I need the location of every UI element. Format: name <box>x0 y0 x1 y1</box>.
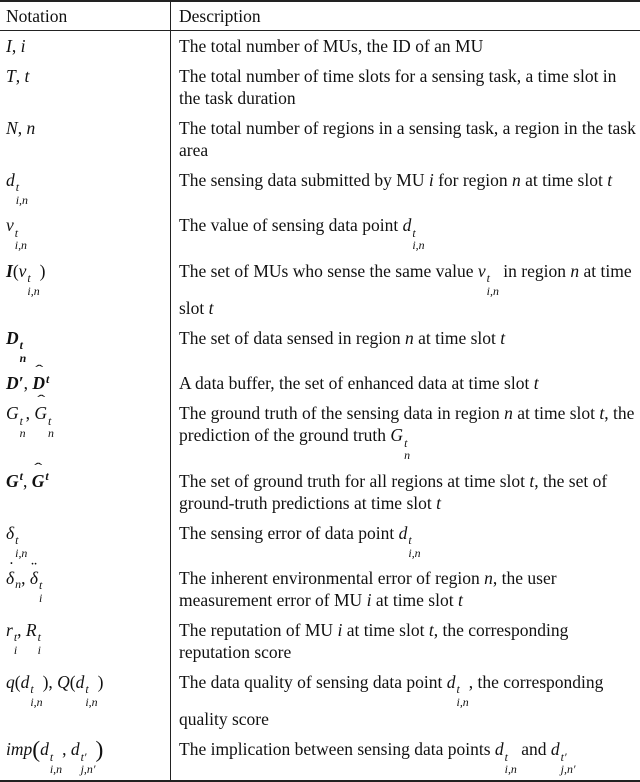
table-row <box>0 466 640 518</box>
text-segment: at time slot <box>179 261 632 318</box>
math-scripts <box>39 579 42 604</box>
text-segment: The total number of time slots for a sensing task, a time slot in the task duration <box>179 66 616 108</box>
math-base: n <box>512 169 521 191</box>
text-segment: The sensing data submitted by MU <box>179 170 429 190</box>
text-segment: , <box>23 471 32 491</box>
math-symbol <box>6 620 17 640</box>
math-base: i <box>21 35 26 57</box>
math-symbol <box>337 620 342 640</box>
math-superscript: t <box>45 470 48 483</box>
math-symbol <box>98 672 104 692</box>
notation-cell <box>0 113 171 165</box>
math-base: d <box>6 169 15 191</box>
math-symbol <box>500 328 505 348</box>
table-row <box>0 61 640 113</box>
math-symbol <box>6 66 16 86</box>
math-base: v <box>6 214 14 236</box>
text-segment: , <box>21 568 30 588</box>
math-superscript: t′ <box>561 751 576 764</box>
text-segment: The total number of regions in a sensing task, a region in the task area <box>179 118 636 160</box>
math-symbol <box>6 672 15 692</box>
math-base: r <box>6 619 13 641</box>
math-symbol <box>32 471 49 491</box>
math-symbol <box>6 170 28 190</box>
text-segment: , <box>48 672 57 692</box>
math-base: t <box>429 619 434 641</box>
table-row <box>0 210 640 255</box>
text-segment: The sensing error of data point <box>179 523 399 543</box>
description-cell <box>171 734 640 780</box>
text-segment: The inherent environmental error of region <box>179 568 484 588</box>
math-subscript: n <box>404 449 410 462</box>
math-scripts <box>15 534 27 559</box>
math-base: δ <box>6 522 14 544</box>
math-base: q <box>6 671 15 693</box>
math-subscript: n <box>15 578 21 591</box>
text-segment: at time slot <box>342 620 429 640</box>
math-base: D′ <box>6 372 24 394</box>
math-subscript: i,n <box>408 547 420 560</box>
description-cell <box>171 113 640 165</box>
table-row <box>0 667 640 734</box>
math-symbol <box>21 36 26 56</box>
text-segment: , <box>16 66 25 86</box>
table-row <box>0 734 640 780</box>
math-base: t <box>24 65 29 87</box>
math-superscript: t <box>487 272 499 285</box>
table-body <box>0 31 640 781</box>
math-scripts <box>16 181 28 206</box>
math-base: t <box>500 327 505 349</box>
math-scripts <box>412 227 424 252</box>
table-row <box>0 615 640 667</box>
text-segment: , the corresponding reputation score <box>179 620 568 662</box>
text-segment: , <box>12 36 21 56</box>
math-superscript: t <box>16 181 28 194</box>
math-scripts <box>505 751 517 776</box>
math-scripts <box>46 373 49 386</box>
math-scripts <box>15 227 27 252</box>
math-superscript: t <box>20 470 23 483</box>
math-base: T <box>6 65 16 87</box>
notation-cell <box>0 667 171 734</box>
math-base: d <box>495 738 504 760</box>
math-symbol <box>405 328 414 348</box>
math-symbol <box>32 739 40 759</box>
math-symbol <box>403 215 425 235</box>
description-cell <box>171 518 640 563</box>
math-base: v <box>478 260 486 282</box>
math-symbol <box>76 672 98 692</box>
text-segment: , the user measurement error of MU <box>179 568 557 610</box>
math-base: t <box>458 589 463 611</box>
math-base: G <box>6 470 19 492</box>
description-cell <box>171 615 640 667</box>
math-base: d <box>399 522 408 544</box>
description-cell <box>171 323 640 368</box>
math-base: ) <box>95 739 103 761</box>
math-symbol <box>6 739 32 759</box>
math-subscript: i,n <box>50 763 62 776</box>
math-scripts <box>457 683 469 708</box>
description-cell <box>171 165 640 210</box>
math-base: ( <box>13 260 19 282</box>
math-base: ( <box>70 671 76 693</box>
math-symbol <box>34 403 54 423</box>
math-scripts <box>404 437 410 462</box>
math-base: i <box>337 619 342 641</box>
math-superscript: t <box>14 631 17 644</box>
math-base: d <box>21 671 30 693</box>
table-row <box>0 398 640 465</box>
notation-cell <box>0 31 171 62</box>
math-scripts <box>14 631 17 656</box>
math-scripts <box>408 534 420 559</box>
math-base: t <box>599 402 604 424</box>
math-base: ) <box>98 671 104 693</box>
math-symbol <box>429 620 434 640</box>
notation-cell <box>0 61 171 113</box>
math-subscript: i,n <box>85 696 97 709</box>
text-segment: The set of data sensed in region <box>179 328 405 348</box>
math-symbol <box>6 568 21 588</box>
text-segment: , <box>17 620 26 640</box>
text-segment: at time slot <box>513 403 600 423</box>
notation-cell <box>0 563 171 615</box>
text-segment: A data buffer, the set of enhanced data at time slot <box>179 373 534 393</box>
math-symbol <box>6 471 23 491</box>
table-row <box>0 31 640 62</box>
math-superscript: t <box>85 683 97 696</box>
description-cell <box>171 31 640 62</box>
description-cell <box>171 398 640 465</box>
math-scripts <box>20 339 27 364</box>
notation-cell <box>0 210 171 255</box>
math-subscript: i,n <box>505 763 517 776</box>
math-base: d <box>76 671 85 693</box>
math-base: t <box>209 297 214 319</box>
math-superscript: t <box>20 339 27 352</box>
math-scripts <box>20 470 23 483</box>
math-base: v <box>19 260 27 282</box>
math-base: ) <box>43 671 49 693</box>
notation-cell <box>0 615 171 667</box>
math-scripts <box>487 272 499 297</box>
math-base: I <box>6 35 12 57</box>
math-symbol <box>599 403 604 423</box>
description-cell <box>171 210 640 255</box>
math-superscript: t <box>15 534 27 547</box>
math-scripts <box>15 578 21 591</box>
text-segment: in region <box>499 261 570 281</box>
text-segment: The value of sensing data point <box>179 215 403 235</box>
math-symbol <box>6 523 27 543</box>
math-symbol <box>429 170 434 190</box>
notation-cell <box>0 368 171 398</box>
math-subscript: j,n′ <box>81 763 96 776</box>
math-symbol <box>6 36 12 56</box>
math-symbol <box>6 328 26 348</box>
math-scripts <box>45 470 48 483</box>
math-symbol <box>484 568 493 588</box>
math-symbol <box>367 590 372 610</box>
notation-cell <box>0 165 171 210</box>
math-scripts <box>81 751 96 776</box>
math-subscript: n <box>48 427 54 440</box>
math-subscript: i,n <box>487 285 499 298</box>
math-base: n <box>484 567 493 589</box>
math-symbol <box>21 672 43 692</box>
notation-cell <box>0 734 171 780</box>
math-symbol <box>95 739 103 759</box>
math-base: d <box>551 738 560 760</box>
text-segment: The set of MUs who sense the same value <box>179 261 478 281</box>
math-base: i <box>429 169 434 191</box>
math-superscript: t <box>15 227 27 240</box>
math-symbol <box>495 739 517 759</box>
math-base: d <box>71 738 80 760</box>
math-subscript: i <box>38 644 41 657</box>
math-symbol <box>458 590 463 610</box>
math-symbol <box>6 215 27 235</box>
header-notation: Notation <box>0 1 171 31</box>
math-base: ( <box>15 671 21 693</box>
math-symbol <box>19 261 40 281</box>
description-cell <box>171 667 640 734</box>
math-superscript: t <box>50 751 62 764</box>
math-superscript: t′ <box>81 751 96 764</box>
text-segment: and <box>517 739 551 759</box>
notation-cell <box>0 323 171 368</box>
math-symbol <box>551 739 576 759</box>
notation-cell <box>0 256 171 323</box>
math-superscript: t <box>412 227 424 240</box>
math-symbol <box>209 298 214 318</box>
description-cell <box>171 466 640 518</box>
math-base: n <box>26 117 35 139</box>
math-base: n <box>405 327 414 349</box>
math-superscript: t <box>46 373 49 386</box>
math-symbol <box>399 523 421 543</box>
math-symbol <box>26 118 35 138</box>
math-base: G ˆ <box>32 470 45 492</box>
table-header-row <box>0 1 640 31</box>
math-superscript: t <box>20 415 26 428</box>
text-segment: , <box>24 373 33 393</box>
math-symbol <box>478 261 499 281</box>
notation-cell <box>0 398 171 465</box>
math-base: N <box>6 117 18 139</box>
text-segment: The total number of MUs, the ID of an MU <box>179 36 483 56</box>
math-base: ) <box>40 260 46 282</box>
math-base: i <box>367 589 372 611</box>
math-base: t <box>607 169 612 191</box>
text-segment: , <box>62 739 71 759</box>
math-superscript: t <box>39 579 42 592</box>
notation-cell <box>0 518 171 563</box>
math-scripts <box>30 683 42 708</box>
math-scripts <box>85 683 97 708</box>
math-symbol <box>30 568 42 588</box>
math-superscript: t <box>404 437 410 450</box>
math-subscript: i,n <box>412 239 424 252</box>
math-symbol <box>534 373 539 393</box>
math-symbol <box>6 373 24 393</box>
math-base: D <box>6 327 19 349</box>
text-segment: at time slot <box>414 328 501 348</box>
math-base: G ˆ <box>34 402 47 424</box>
math-base: I <box>6 260 13 282</box>
math-superscript: t <box>505 751 517 764</box>
math-superscript: t <box>38 631 41 644</box>
math-symbol <box>6 261 13 281</box>
text-segment: The data quality of sensing data point <box>179 672 447 692</box>
math-base: t <box>529 470 534 492</box>
math-base: δ ˙ <box>6 567 14 589</box>
table-row <box>0 113 640 165</box>
math-base: n <box>570 260 579 282</box>
math-subscript: i,n <box>16 194 28 207</box>
text-segment: for region <box>434 170 512 190</box>
text-segment: The implication between sensing data points <box>179 739 495 759</box>
table-row <box>0 518 640 563</box>
description-cell <box>171 563 640 615</box>
math-subscript: n <box>20 427 26 440</box>
math-base: imp <box>6 738 32 760</box>
math-base: t <box>436 492 441 514</box>
math-base: t <box>534 372 539 394</box>
description-cell <box>171 368 640 398</box>
math-subscript: i <box>39 592 42 605</box>
math-subscript: i,n <box>15 547 27 560</box>
math-base: G <box>6 402 19 424</box>
table-row <box>0 256 640 323</box>
math-symbol <box>43 672 49 692</box>
math-symbol <box>390 425 410 445</box>
math-subscript: i,n <box>457 696 469 709</box>
math-base: ( <box>32 739 40 761</box>
math-base: n <box>504 402 513 424</box>
math-symbol <box>71 739 96 759</box>
math-subscript: i <box>14 644 17 657</box>
math-symbol <box>26 620 41 640</box>
math-subscript: i,n <box>27 285 39 298</box>
math-symbol <box>24 66 29 86</box>
math-subscript: j,n′ <box>561 763 576 776</box>
description-cell <box>171 256 640 323</box>
math-base: G <box>390 424 403 446</box>
math-superscript: t <box>27 272 39 285</box>
math-symbol <box>570 261 579 281</box>
math-symbol <box>6 403 26 423</box>
math-symbol <box>607 170 612 190</box>
text-segment: at time slot <box>371 590 458 610</box>
math-base: D ˆ <box>32 372 45 394</box>
math-symbol <box>512 170 521 190</box>
math-subscript: n <box>20 352 27 365</box>
math-symbol <box>447 672 469 692</box>
text-segment: The ground truth of the sensing data in region <box>179 403 504 423</box>
notation-cell <box>0 466 171 518</box>
math-scripts <box>20 415 26 440</box>
table-row <box>0 563 640 615</box>
math-scripts <box>50 751 62 776</box>
math-base: d <box>447 671 456 693</box>
math-scripts <box>561 751 576 776</box>
table-row <box>0 165 640 210</box>
math-symbol <box>6 118 18 138</box>
math-scripts <box>48 415 54 440</box>
math-superscript: t <box>48 415 54 428</box>
math-subscript: i,n <box>30 696 42 709</box>
math-base: d <box>403 214 412 236</box>
math-scripts <box>38 631 41 656</box>
math-base: δ ¨ <box>30 567 38 589</box>
math-symbol <box>529 471 534 491</box>
math-symbol <box>436 493 441 513</box>
text-segment: , the corresponding quality score <box>179 672 603 729</box>
table-row <box>0 368 640 398</box>
math-subscript: i,n <box>15 239 27 252</box>
math-symbol <box>40 739 62 759</box>
text-segment: The reputation of MU <box>179 620 337 640</box>
math-symbol <box>504 403 513 423</box>
math-superscript: t <box>30 683 42 696</box>
text-segment: , the set of ground-truth predictions at time slot <box>179 471 607 513</box>
math-superscript: t <box>408 534 420 547</box>
text-segment: The set of ground truth for all regions at time slot <box>179 471 529 491</box>
header-description: Description <box>171 1 640 31</box>
math-symbol <box>40 261 46 281</box>
math-symbol <box>57 672 70 692</box>
math-base: Q <box>57 671 70 693</box>
text-segment: at time slot <box>521 170 608 190</box>
math-scripts <box>27 272 39 297</box>
text-segment: , the prediction of the ground truth <box>179 403 634 445</box>
text-segment: , <box>18 118 27 138</box>
description-cell <box>171 61 640 113</box>
table-row <box>0 323 640 368</box>
math-superscript: t <box>457 683 469 696</box>
math-base: d <box>40 738 49 760</box>
math-base: R <box>26 619 37 641</box>
text-segment: , <box>26 403 35 423</box>
